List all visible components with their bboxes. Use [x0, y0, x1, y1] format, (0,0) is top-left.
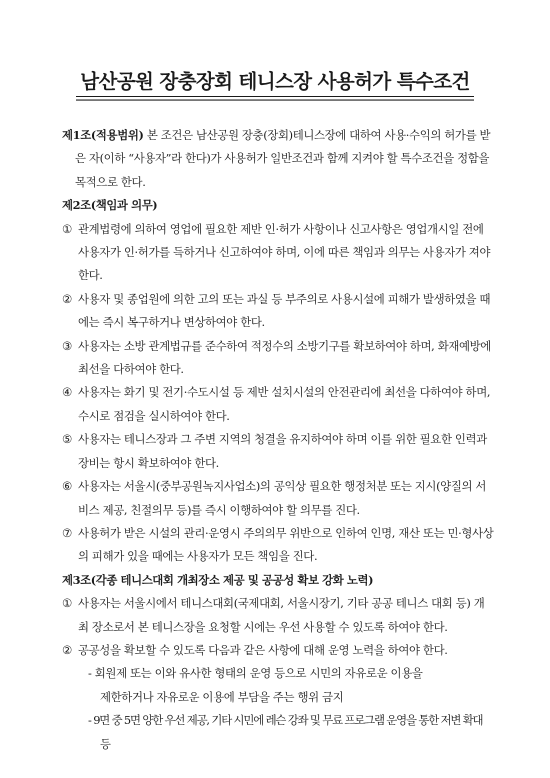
item-number: ⑦ [62, 525, 72, 540]
item-number: ③ [62, 338, 72, 353]
item-text: 사용자 및 종업원에 의한 고의 또는 과실 등 부주의로 사용시설에 피해가 발생하였을 때에는 즉시 복구하거나 변상하여야 한다. [78, 291, 491, 330]
article-3-subitem-1 [62, 662, 494, 685]
item-number: ④ [62, 385, 72, 400]
article-2-item-6 [62, 475, 494, 522]
article-1-label: 제1조(적용범위) [62, 128, 144, 142]
article-1 [62, 124, 494, 194]
document-title: 남산공원 장충장회 테니스장 사용허가 특수조건 [76, 66, 474, 97]
article-2-item-4 [62, 381, 494, 428]
article-2-heading: 제2조(책임과 의무) [62, 198, 158, 213]
article-3-subitem-2 [62, 709, 494, 756]
article-2-item-1 [62, 218, 494, 288]
item-number: ① [62, 221, 72, 236]
article-2-item-3 [62, 335, 494, 382]
item-text: 사용자는 테니스장과 그 주변 지역의 청결을 유지하여야 하며 이를 위한 필요한 인력과 장비는 항시 확보하여야 한다. [78, 432, 487, 470]
article-3-heading: 제3조(각종 테니스대회 개최장소 제공 및 공공성 확보 강화 노력) [62, 572, 374, 587]
item-number: ① [62, 596, 72, 611]
item-number: ⑤ [62, 432, 72, 447]
item-number: ② [62, 291, 72, 306]
article-3-item-2 [62, 639, 494, 662]
item-text: 관계법령에 의하여 영업에 필요한 제반 인·허가 사항이나 신고사항은 영업개시일 전에 사용자가 인·허가를 득하거나 신고하여야 하며, 이에 따른 책임과 의무는 사용자가 져야 한다. [78, 221, 491, 283]
article-3-subitem-1-cont: 제한하거나 자유로운 이용에 부담을 주는 행위 금지 [100, 689, 344, 704]
sub-bullet: - [88, 713, 91, 728]
item-text: 사용자는 서울시에서 테니스대회(국제대회, 서울시장기, 기타 공공 테니스 대회 등) 개최 장소로서 본 테니스장을 요청할 시에는 우선 사용할 수 있도록 하여야 한다. [78, 596, 485, 634]
sub-bullet: - [88, 666, 92, 681]
item-number: ⑥ [62, 479, 72, 494]
item-text: 사용허가 받은 시설의 관리·운영시 주의의무 위반으로 인하여 인명, 재산 또는 민·형사상의 피해가 있을 때에는 사용자가 모든 책임을 진다. [78, 525, 494, 564]
article-3-item-1 [62, 592, 494, 639]
item-text: 공공성을 확보할 수 있도록 다음과 같은 사항에 대해 운영 노력을 하여야 한다. [78, 642, 448, 657]
article-1-text: 본 조건은 남산공원 장충(장회)테니스장에 대하여 사용·수익의 허가를 받은 자(이하 “사용자”라 한다)가 사용허가 일반조건과 함께 지켜야 할 특수조건을 정함을 목적으로 한다. [75, 128, 491, 189]
item-text: 사용자는 서울시(중부공원녹지사업소)의 공익상 필요한 행정처분 또는 지시(양질의 서비스 제공, 친절의무 등)를 즉시 이행하여야 할 의무를 진다. [78, 479, 487, 517]
document-body [62, 124, 494, 756]
article-2-item-5 [62, 428, 494, 475]
item-text: 사용자는 소방 관계법규를 준수하여 적정수의 소방기구를 확보하여야 하며, 화재예방에 최선을 다하여야 한다. [78, 338, 491, 377]
sub-text: 9면 중 5면 양한 우선 제공, 기타 시민에 레슨 강좌 및 무료 프로그램 운영을 통한 저변 확대 등 [93, 713, 483, 751]
article-2-item-7 [62, 522, 494, 569]
item-text: 사용자는 화기 및 전기·수도시설 등 제반 설치시설의 안전관리에 최선을 다하여야 하며, 수시로 점검을 실시하여야 한다. [78, 385, 491, 423]
item-number: ② [62, 642, 72, 657]
article-2-item-2 [62, 288, 494, 335]
title-area [0, 66, 550, 97]
sub-text: 회원제 또는 이와 유사한 형태의 운영 등으로 시민의 자유로운 이용을 [94, 666, 423, 681]
